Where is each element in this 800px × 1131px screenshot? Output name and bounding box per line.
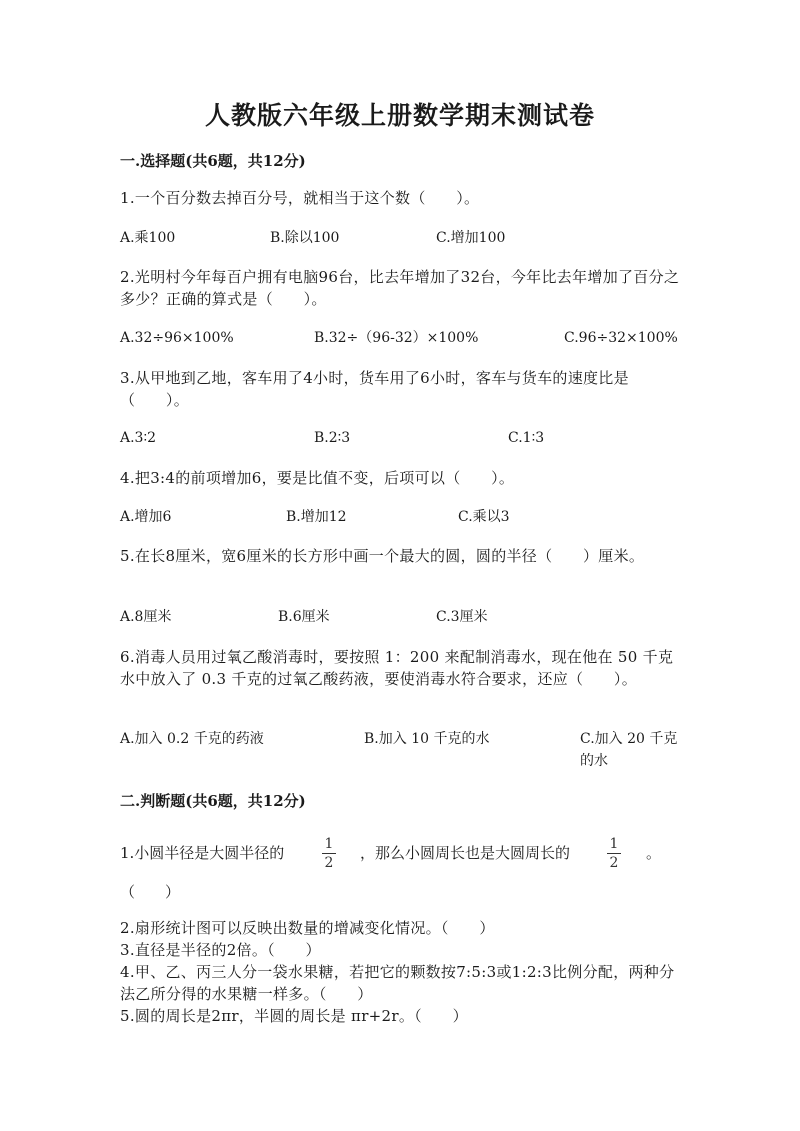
option-1a: A.乘100 xyxy=(120,230,176,246)
option-2c: C.96÷32×100% xyxy=(564,330,678,346)
tf-question-2: 2.扇形统计图可以反映出数量的增减变化情况。（ ） xyxy=(120,919,495,937)
option-6a: A.加入 0.2 千克的药液 xyxy=(120,731,264,747)
option-3c: C.1∶3 xyxy=(508,430,545,446)
option-4b: B.增加12 xyxy=(286,509,347,525)
page-title: 人教版六年级上册数学期末测试卷 xyxy=(204,101,595,130)
question-5: 5.在长8厘米，宽6厘米的长方形中画一个最大的圆，圆的半径（ ）厘米。 xyxy=(120,547,645,565)
tf-question-1-blank: （ ） xyxy=(120,883,181,901)
tf-question-1-part3: 。 xyxy=(646,844,662,862)
option-6b: B.加入 10 千克的水 xyxy=(364,731,490,747)
fraction-bar xyxy=(607,853,621,854)
question-4: 4.把3:4的前项增加6，要是比值不变，后项可以（ ）。 xyxy=(120,469,515,487)
fraction-denominator: 2 xyxy=(609,855,619,871)
option-4a: A.增加6 xyxy=(120,509,172,525)
section-heading-multiple-choice: 一.选择题(共6题，共12分) xyxy=(120,152,306,170)
option-1b: B.除以100 xyxy=(270,230,340,246)
option-2a: A.32÷96×100% xyxy=(120,330,234,346)
tf-question-5: 5.圆的周长是2πr，半圆的周长是 πr+2r。（ ） xyxy=(120,1007,468,1025)
fraction-bar xyxy=(322,853,336,854)
option-3a: A.3∶2 xyxy=(120,430,157,446)
fraction-denominator: 2 xyxy=(324,855,334,871)
question-6: 6.消毒人员用过氧乙酸消毒时，要按照 1：200 来配制消毒水，现在他在 50 千克水中放入了 0.3 千克的过氧乙酸药液，要使消毒水符合要求，还应（ ）。 xyxy=(120,648,674,688)
option-5a: A.8厘米 xyxy=(120,609,172,625)
tf-question-1-part1: 1.小圆半径是大圆半径的 xyxy=(120,844,285,862)
option-6c: C.加入 20 千克的水 xyxy=(580,731,678,769)
fraction-numerator: 1 xyxy=(324,836,334,852)
fraction-numerator: 1 xyxy=(609,836,619,852)
fraction-one-half-a xyxy=(322,836,336,871)
tf-question-1-part2: ，那么小圆周长也是大圆周长的 xyxy=(360,844,571,862)
option-5b: B.6厘米 xyxy=(278,609,330,625)
option-3b: B.2∶3 xyxy=(314,430,351,446)
question-2: 2.光明村今年每百户拥有电脑96台，比去年增加了32台，今年比去年增加了百分之多少？正确的算式是（ ）。 xyxy=(120,268,680,308)
option-5c: C.3厘米 xyxy=(436,609,488,625)
tf-question-4: 4.甲、乙、丙三人分一袋水果糖，若把它的颗数按7:5:3或1:2:3比例分配，两种分法乙所分得的水果糖一样多。（ ） xyxy=(120,963,675,1003)
section-heading-true-false: 二.判断题(共6题，共12分) xyxy=(120,792,306,810)
option-2b: B.32÷（96-32）×100% xyxy=(314,330,479,346)
question-1: 1.一个百分数去掉百分号，就相当于这个数（ ）。 xyxy=(120,189,480,207)
fraction-one-half-b xyxy=(607,836,621,871)
option-1c: C.增加100 xyxy=(436,230,506,246)
question-3: 3.从甲地到乙地，客车用了4小时，货车用了6小时，客车与货车的速度比是（ ）。 xyxy=(120,369,629,409)
tf-question-3: 3.直径是半径的2倍。（ ） xyxy=(120,941,321,959)
option-4c: C.乘以3 xyxy=(458,509,510,525)
